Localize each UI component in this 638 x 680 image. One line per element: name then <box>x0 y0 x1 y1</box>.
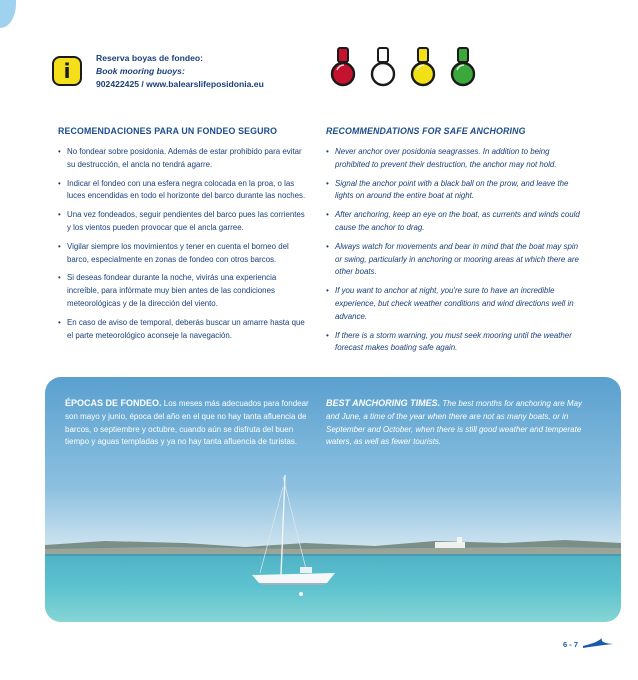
recommendations-en-heading: RECOMMENDATIONS FOR SAFE ANCHORING <box>326 126 526 136</box>
anchoring-times-es-body: Los meses más adecuados para fondear son mayo y junio, época del año en el que no hay tanta afluencia de barcos, o septiembre y octubre, cuando aún se disfruta del buen tiempo y aguas templadas y ya no hay tanta afluencia de turistas. <box>65 399 309 447</box>
green-buoy-icon <box>452 48 474 85</box>
anchoring-times-es-heading: ÉPOCAS DE FONDEO. <box>65 398 162 408</box>
recommendations-en <box>326 126 582 361</box>
recommendations-es-heading: RECOMENDACIONES PARA UN FONDEO SEGURO <box>58 126 278 136</box>
buoy-color-legend <box>326 46 486 92</box>
recommendations-es-list <box>58 146 308 342</box>
recommendations-en-list <box>326 146 582 355</box>
red-buoy-icon <box>332 48 354 85</box>
shark-fin-logo-icon <box>582 636 614 650</box>
info-icon: i <box>52 56 82 86</box>
recommendations-es <box>58 126 308 348</box>
list-item: • En caso de aviso de temporal, deberás buscar un amarre hasta que el parte meteorológico aconseje la navegación. <box>58 317 308 343</box>
anchoring-times-en <box>326 397 588 449</box>
info-contact[interactable]: 902422425 / www.balearslifeposidonia.eu <box>96 79 264 89</box>
white-buoy-icon <box>372 48 394 85</box>
list-item: • No fondear sobre posidonia. Además de estar prohibido para evitar su destrucción, el ancla no tendrá agarre. <box>58 146 308 172</box>
list-item: • Never anchor over posidonia seagrasses. In addition to being prohibited to prevent their destruction, the anchor may not hold. <box>326 146 582 172</box>
page-number: 6 - 7 <box>563 640 579 649</box>
list-item: • Una vez fondeados, seguir pendientes del barco pues las corrientes y los vientos pueden provocar que el ancla garree. <box>58 209 308 235</box>
corner-decoration <box>0 0 16 28</box>
list-item: • Indicar el fondeo con una esfera negra colocada en la proa, o las luces encendidas en todo el horizonte del barco durante las noches. <box>58 178 308 204</box>
anchoring-times-en-heading: BEST ANCHORING TIMES. <box>326 398 441 408</box>
anchoring-times-photo-panel <box>45 377 621 622</box>
info-line-es: Reserva boyas de fondeo: <box>96 53 203 63</box>
buoy-icons <box>326 46 486 92</box>
anchoring-times-en-body: The best months for anchoring are May and June, a time of the year when there are not as many boats, or in September and October, when there is still good weather and temperate waters, as well as fewer tourists. <box>326 399 583 447</box>
list-item: • Si deseas fondear durante la noche, vivirás una experiencia increíble, para infórmate muy bien antes de las condiciones meteorológicas y de la dirección del viento. <box>58 272 308 310</box>
mooring-info <box>52 52 352 96</box>
list-item: • Signal the anchor point with a black ball on the prow, and leave the lights on around the entire boat at night. <box>326 178 582 204</box>
list-item: • After anchoring, keep an eye on the boat, as currents and winds could cause the anchor to drag. <box>326 209 582 235</box>
list-item: • If there is a storm warning, you must seek mooring until the weather forecast makes boating safe again. <box>326 330 582 356</box>
list-item: • If you want to anchor at night, you're sure to have an incredible experience, but check weather conditions and wind directions well in advance. <box>326 285 582 323</box>
info-line-en: Book mooring buoys: <box>96 66 185 76</box>
mooring-info-text <box>96 52 264 91</box>
list-item: • Always watch for movements and bear in mind that the boat may spin or swing, particularly in anchoring or mooring areas at which there are other boats. <box>326 241 582 279</box>
anchoring-times-es <box>65 397 315 449</box>
yellow-buoy-icon <box>412 48 434 85</box>
list-item: • Vigilar siempre los movimientos y tener en cuenta el borneo del barco, especialmente en zonas de fondeo con otros barcos. <box>58 241 308 267</box>
